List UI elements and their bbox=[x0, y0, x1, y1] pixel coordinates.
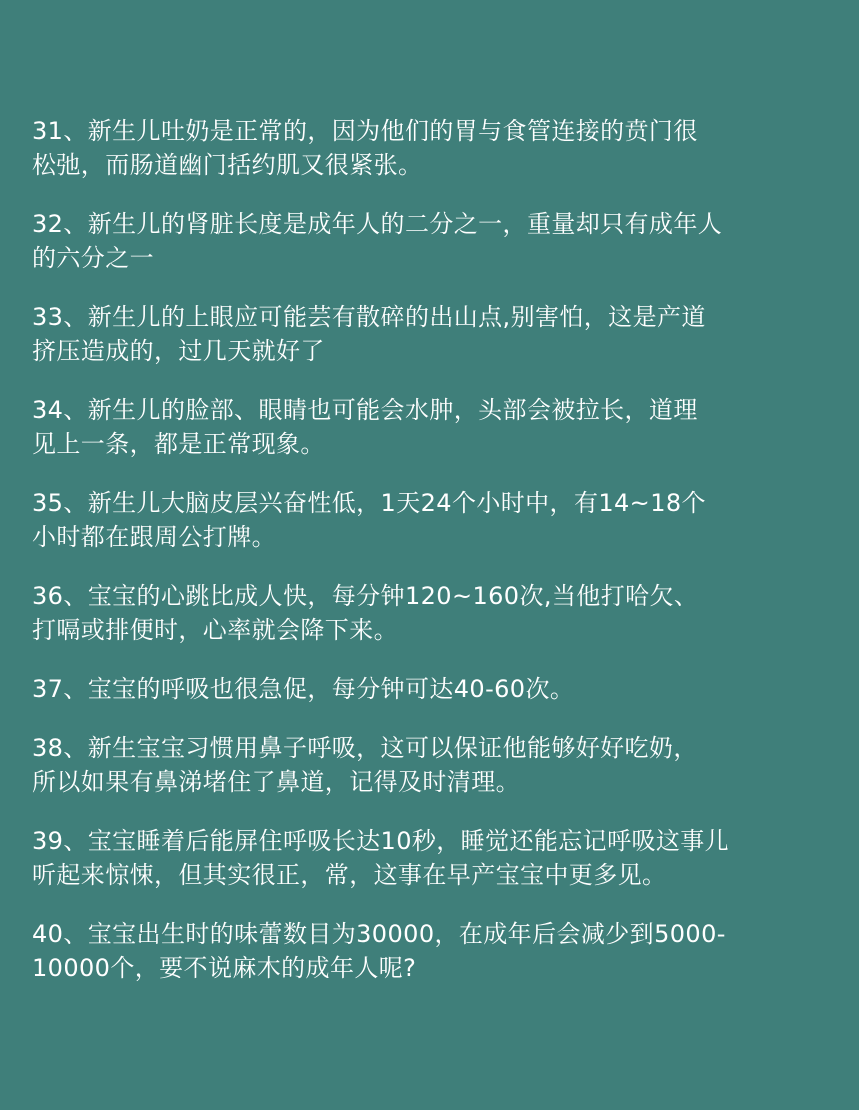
fact-line: 36、宝宝的心跳比成人快，每分钟120~160次,当他打哈欠、 bbox=[32, 582, 699, 610]
fact-item-39 bbox=[32, 824, 832, 892]
fact-line: 打嗝或排便时，心率就会降下来。 bbox=[32, 616, 398, 644]
fact-line: 的六分之一 bbox=[32, 244, 154, 272]
fact-item-37 bbox=[32, 672, 832, 706]
fact-item-40 bbox=[32, 917, 832, 985]
fact-line: 听起来惊悚，但其实很正，常，这事在早产宝宝中更多见。 bbox=[32, 861, 667, 889]
fact-line: 33、新生儿的上眼应可能芸有散碎的出山点,别害怕，这是产道 bbox=[32, 303, 706, 331]
fact-line: 32、新生儿的肾脏长度是成年人的二分之一，重量却只有成年人 bbox=[32, 210, 723, 238]
fact-line: 松弛，而肠道幽门括约肌又很紧张。 bbox=[32, 151, 423, 179]
fact-line: 39、宝宝睡着后能屏住呼吸长达10秒，睡觉还能忘记呼吸这事儿 bbox=[32, 827, 730, 855]
facts-list bbox=[32, 114, 832, 1010]
fact-line: 35、新生儿大脑皮层兴奋性低，1天24个小时中，有14~18个 bbox=[32, 489, 706, 517]
fact-line: 38、新生宝宝习惯用鼻子呼吸，这可以保证他能够好好吃奶， bbox=[32, 734, 698, 762]
fact-line: 10000个，要不说麻木的成年人呢? bbox=[32, 954, 417, 982]
fact-item-34 bbox=[32, 393, 832, 461]
fact-item-35 bbox=[32, 486, 832, 554]
fact-item-38 bbox=[32, 731, 832, 799]
fact-line: 40、宝宝出生时的味蕾数目为30000，在成年后会减少到5000- bbox=[32, 920, 726, 948]
fact-line: 见上一条，都是正常现象。 bbox=[32, 430, 325, 458]
fact-item-36 bbox=[32, 579, 832, 647]
fact-line: 34、新生儿的脸部、眼睛也可能会水肿，头部会被拉长，道理 bbox=[32, 396, 698, 424]
fact-item-32 bbox=[32, 207, 832, 275]
fact-item-33 bbox=[32, 300, 832, 368]
fact-line: 所以如果有鼻涕堵住了鼻道，记得及时清理。 bbox=[32, 768, 520, 796]
fact-line: 37、宝宝的呼吸也很急促，每分钟可达40-60次。 bbox=[32, 675, 575, 703]
fact-line: 31、新生儿吐奶是正常的，因为他们的胃与食管连接的贲门很 bbox=[32, 117, 698, 145]
fact-line: 小时都在跟周公打牌。 bbox=[32, 523, 276, 551]
fact-item-31 bbox=[32, 114, 832, 182]
fact-line: 挤压造成的，过几天就好了 bbox=[32, 337, 325, 365]
